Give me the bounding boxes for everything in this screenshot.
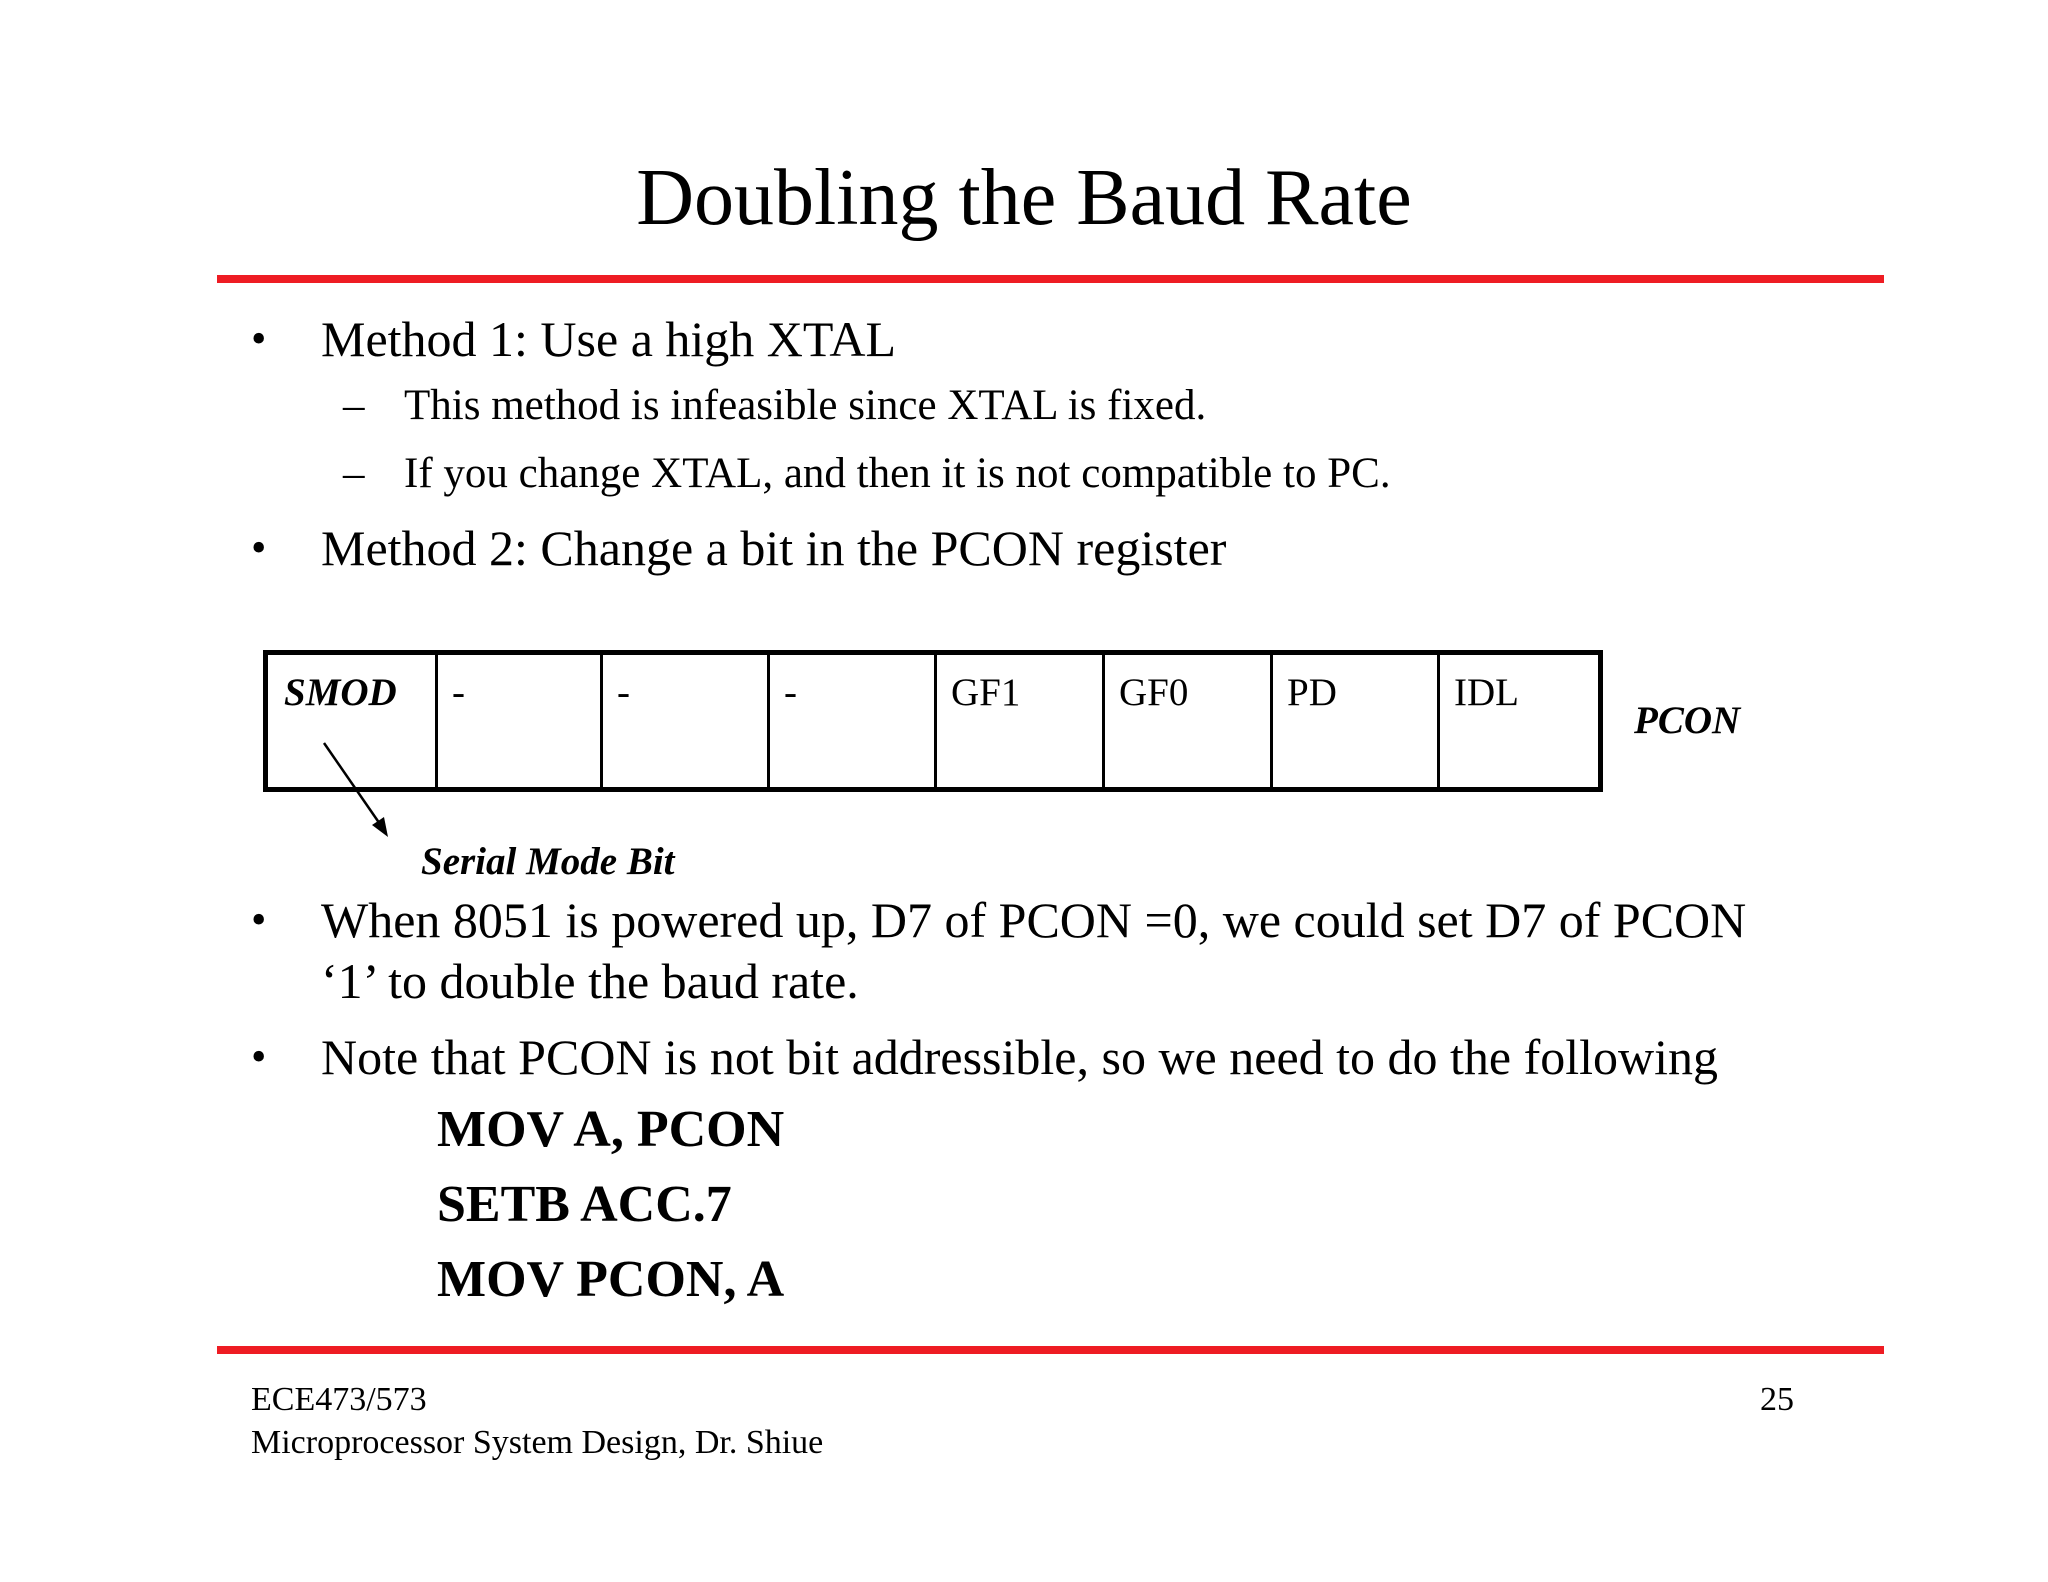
footer-subtitle: Microprocessor System Design, Dr. Shiue [251, 1424, 824, 1461]
footer-course: ECE473/573 [251, 1381, 427, 1418]
sub-bullet-marker: – [343, 450, 365, 497]
register-bit-idl: IDL [1454, 671, 1519, 714]
code-line: MOV PCON, A [437, 1251, 785, 1308]
register-bit-gf0: GF0 [1105, 655, 1273, 787]
register-bit-smod: SMOD [268, 655, 438, 787]
serial-mode-bit-annotation: Serial Mode Bit [421, 840, 675, 883]
bullet-powerup-line2: ‘1’ to double the baud rate. [321, 953, 859, 1009]
bullet-method-2: Method 2: Change a bit in the PCON register [321, 520, 1227, 576]
bullet-marker: • [251, 895, 267, 944]
register-bit-gf1: GF1 [937, 655, 1105, 787]
register-bit-d6: - [438, 655, 603, 787]
bullet-not-bit-addressable: Note that PCON is not bit addressible, so we need to do the following [321, 1029, 1719, 1085]
bullet-marker: • [251, 1032, 267, 1081]
register-bit-d5: - [603, 655, 770, 787]
pointer-arrow-icon [310, 735, 400, 845]
code-line: MOV A, PCON [437, 1101, 785, 1158]
sub-bullet-infeasible: This method is infeasible since XTAL is fixed. [404, 382, 1207, 429]
top-divider [217, 275, 1884, 283]
register-name-label: PCON [1634, 699, 1741, 742]
register-bit-pd: PD [1273, 655, 1440, 787]
bottom-divider [217, 1346, 1884, 1354]
bullet-marker: • [251, 314, 267, 363]
register-bit-d4: - [770, 655, 937, 787]
bullet-powerup-line1: When 8051 is powered up, D7 of PCON =0, we could set D7 of PCON [321, 892, 1747, 948]
code-line: SETB ACC.7 [437, 1176, 732, 1233]
pcon-register-diagram [263, 650, 1603, 792]
page-number: 25 [1760, 1381, 1794, 1418]
sub-bullet-marker: – [343, 382, 365, 429]
sub-bullet-compatibility: If you change XTAL, and then it is not compatible to PC. [404, 450, 1391, 497]
bullet-method-1: Method 1: Use a high XTAL [321, 311, 897, 367]
slide-title: Doubling the Baud Rate [636, 154, 1412, 242]
bullet-marker: • [251, 523, 267, 572]
